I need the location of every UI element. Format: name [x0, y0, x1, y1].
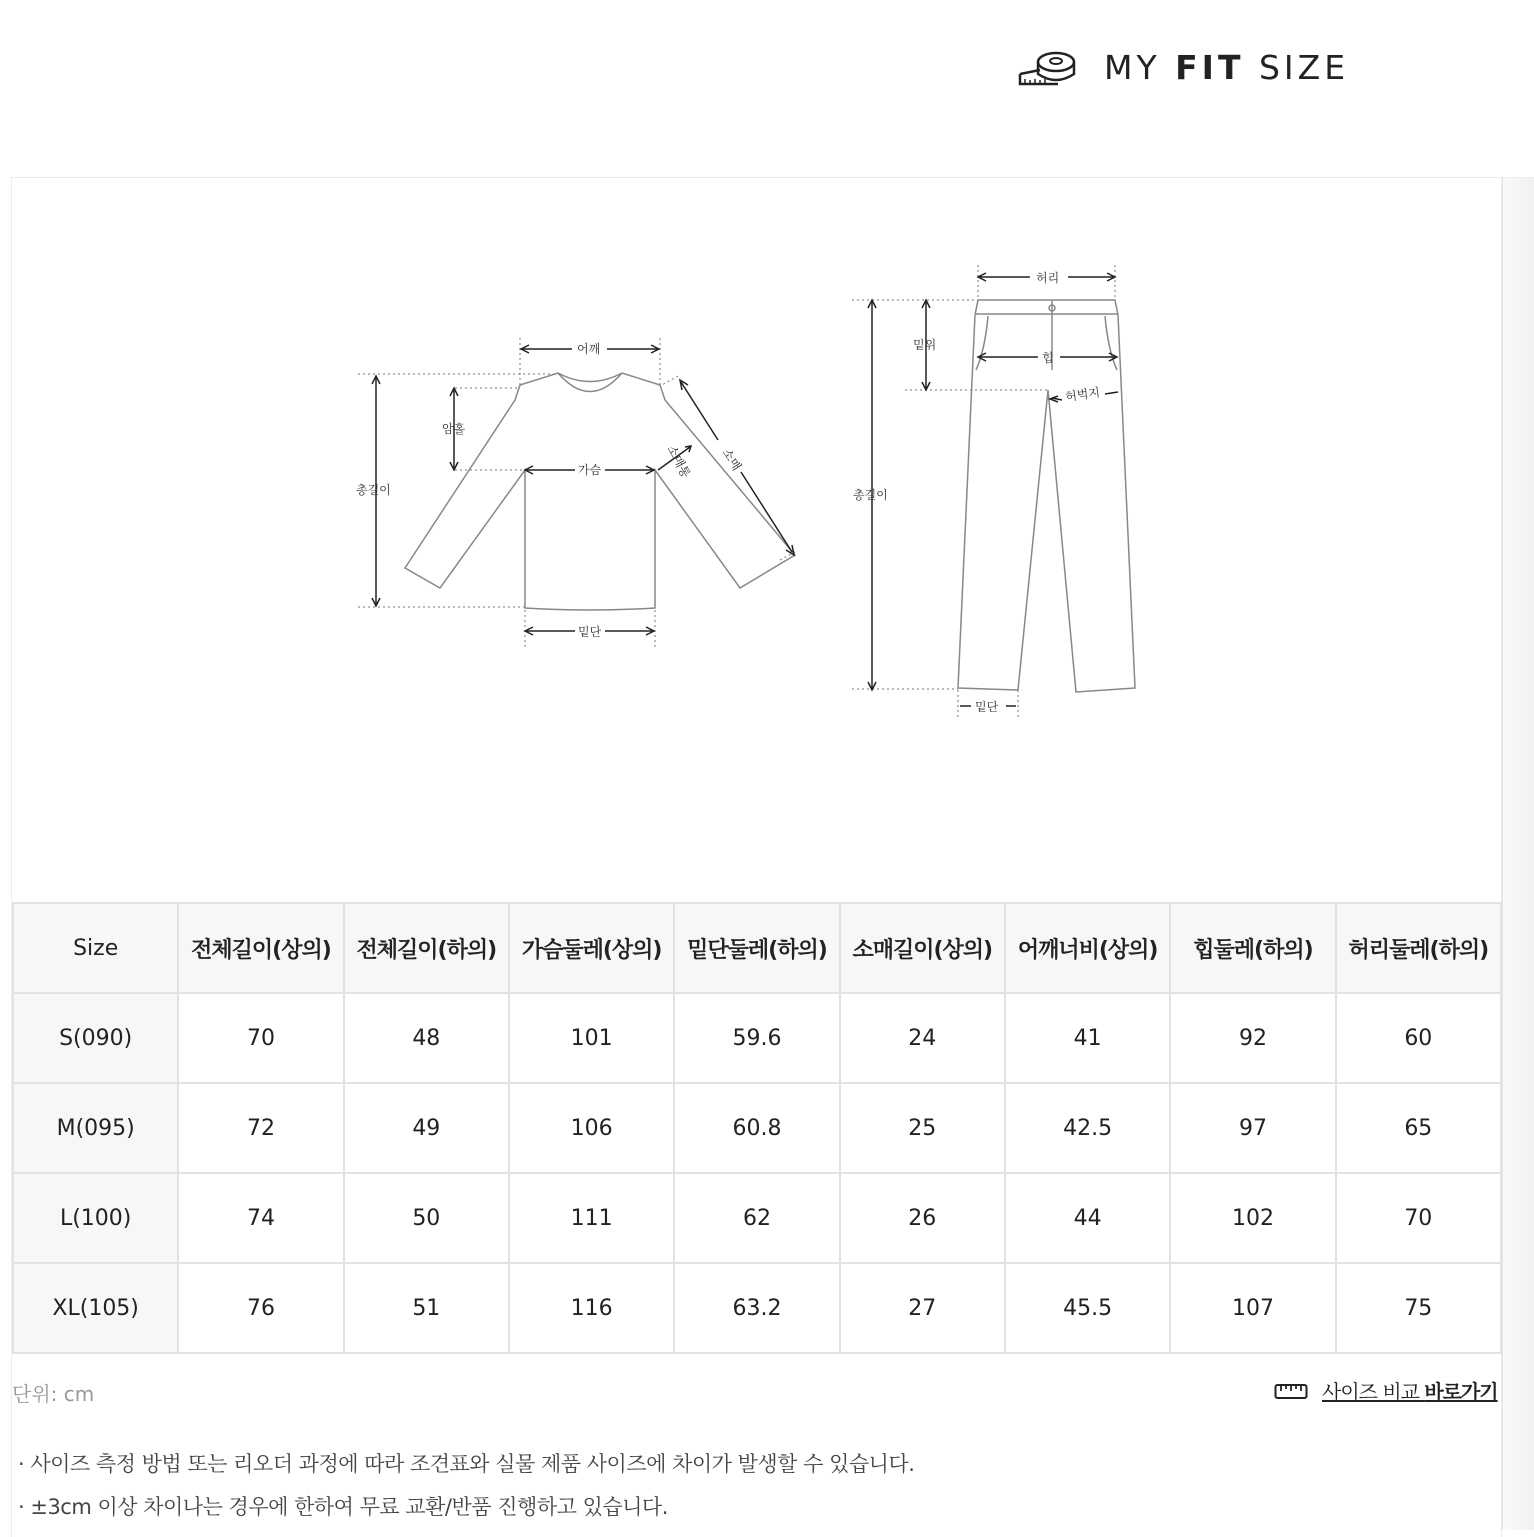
brand-title: MY FIT SIZE	[1104, 47, 1350, 87]
size-cell: M(095)	[13, 1083, 178, 1173]
label-waist: 허리	[1036, 271, 1060, 285]
header-size: Size	[13, 903, 178, 993]
table-cell: 116	[509, 1263, 674, 1353]
table-cell: 70	[1336, 1173, 1501, 1263]
table-cell: 26	[840, 1173, 1005, 1263]
table-cell: 25	[840, 1083, 1005, 1173]
header-top-total-length: 전체길이(상의)	[178, 903, 343, 993]
header-hip: 힙둘레(하의)	[1170, 903, 1335, 993]
table-cell: 60	[1336, 993, 1501, 1083]
table-cell: 92	[1170, 993, 1335, 1083]
header-sleeve: 소매길이(상의)	[840, 903, 1005, 993]
table-cell: 59.6	[674, 993, 839, 1083]
tape-measure-icon	[1018, 46, 1078, 88]
table-cell: 49	[344, 1083, 509, 1173]
label-shoulder: 어깨	[577, 342, 601, 356]
label-sleeve-width: 소매통	[664, 442, 694, 481]
header-hem: 밑단둘레(하의)	[674, 903, 839, 993]
table-row	[13, 1263, 1501, 1353]
table-cell: 27	[840, 1263, 1005, 1353]
size-cell: S(090)	[13, 993, 178, 1083]
table-cell: 97	[1170, 1083, 1335, 1173]
note-item: · ±3cm 이상 차이나는 경우에 한하여 무료 교환/반품 진행하고 있습니다.	[18, 1495, 668, 1519]
table-cell: 51	[344, 1263, 509, 1353]
label-total-length-bottom: 총길이	[853, 488, 888, 502]
label-sleeve: 소매	[719, 446, 744, 474]
table-cell: 75	[1336, 1263, 1501, 1353]
size-compare-label[interactable]: 사이즈 비교 바로가기	[1322, 1380, 1498, 1404]
header-bottom-total-length: 전체길이(하의)	[344, 903, 509, 993]
label-hem-bottom: 밑단	[975, 700, 999, 714]
table-cell: 102	[1170, 1173, 1335, 1263]
note-item: · 사이즈 측정 방법 또는 리오더 과정에 따라 조견표와 실물 제품 사이즈에 차이가 발생할 수 있습니다.	[18, 1452, 915, 1476]
table-cell: 76	[178, 1263, 343, 1353]
table-cell: 111	[509, 1173, 674, 1263]
table-cell: 45.5	[1005, 1263, 1170, 1353]
size-table	[12, 902, 1502, 1354]
label-rise: 밑위	[913, 338, 937, 352]
table-cell: 107	[1170, 1263, 1335, 1353]
table-cell: 101	[509, 993, 674, 1083]
label-hip: 힙	[1042, 351, 1054, 365]
table-cell: 65	[1336, 1083, 1501, 1173]
scroll-gutter	[1502, 177, 1534, 1530]
size-cell: L(100)	[13, 1173, 178, 1263]
size-cell: XL(105)	[13, 1263, 178, 1353]
size-compare-link[interactable]	[1274, 1376, 1498, 1405]
table-cell: 60.8	[674, 1083, 839, 1173]
table-cell: 44	[1005, 1173, 1170, 1263]
label-total-length-top: 총길이	[356, 483, 391, 497]
table-cell: 48	[344, 993, 509, 1083]
size-diagram	[340, 255, 1160, 730]
table-row	[13, 993, 1501, 1083]
table-header-row	[13, 903, 1501, 993]
table-row	[13, 1083, 1501, 1173]
table-cell: 72	[178, 1083, 343, 1173]
table-cell: 62	[674, 1173, 839, 1263]
label-chest: 가슴	[578, 463, 602, 477]
table-cell: 70	[178, 993, 343, 1083]
top-garment	[405, 373, 795, 610]
unit-label: 단위: cm	[12, 1382, 95, 1406]
label-thigh: 허벅지	[1064, 385, 1101, 404]
table-cell: 50	[344, 1173, 509, 1263]
table-cell: 106	[509, 1083, 674, 1173]
header-chest: 가슴둘레(상의)	[509, 903, 674, 993]
table-row	[13, 1173, 1501, 1263]
header-shoulder: 어깨너비(상의)	[1005, 903, 1170, 993]
table-cell: 41	[1005, 993, 1170, 1083]
table-cell: 42.5	[1005, 1083, 1170, 1173]
notes	[18, 1448, 914, 1534]
table-cell: 63.2	[674, 1263, 839, 1353]
header-waist: 허리둘레(하의)	[1336, 903, 1501, 993]
label-armhole: 암홀	[442, 422, 466, 436]
table-cell: 74	[178, 1173, 343, 1263]
ruler-icon	[1274, 1381, 1308, 1401]
brand-header	[1018, 44, 1349, 90]
label-hem-top: 밑단	[578, 625, 602, 639]
table-cell: 24	[840, 993, 1005, 1083]
